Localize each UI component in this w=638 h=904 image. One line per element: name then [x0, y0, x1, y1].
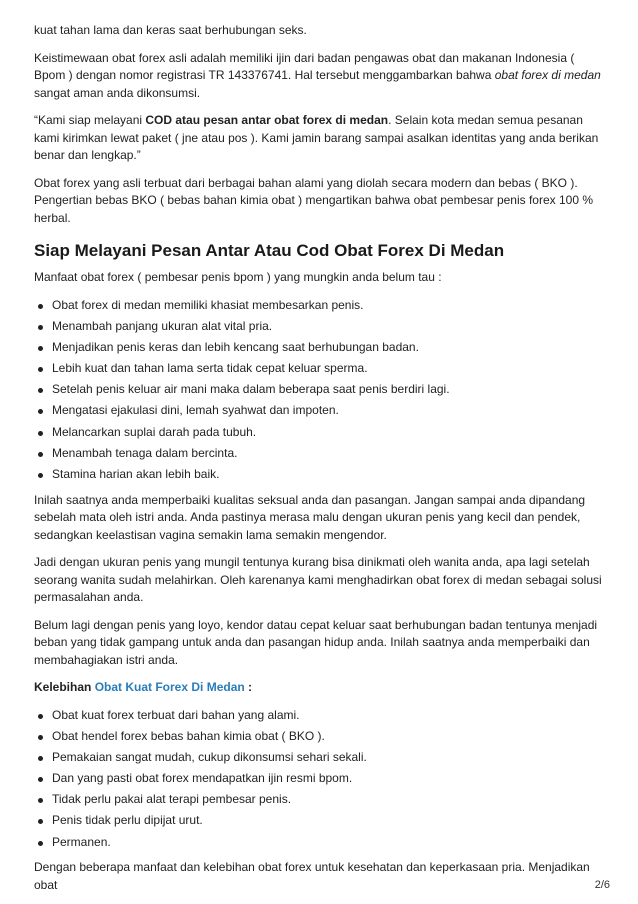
- paragraph-solution: Jadi dengan ukuran penis yang mungil tentunya kurang bisa dinikmati oleh wanita anda, apa lagi setelah seorang wanita sudah melahirkan. Oleh karenanya kami menghadirkan obat forex di medan sebagai solusi permasalahan anda.: [34, 555, 602, 604]
- paragraph-burden: Belum lagi dengan penis yang loyo, kendor datau cepat keluar saat berhubungan badan tentunya menjadi beban yang tidak gampang untuk anda dan pasangan hidup anda. Inilah saatnya anda memperbaiki dan membahagiakan istri anda.: [34, 617, 598, 667]
- advantages-list: [34, 707, 606, 852]
- list-item: Menambah tenaga dalam bercinta.: [34, 445, 606, 463]
- list-item: Stamina harian akan lebih baik.: [34, 466, 606, 484]
- section-heading: Siap Melayani Pesan Antar Atau Cod Obat Forex Di Medan: [34, 241, 505, 260]
- list-item: Melancarkan suplai darah pada tubuh.: [34, 424, 606, 442]
- paragraph-cod: [34, 112, 606, 165]
- list-item: Tidak perlu pakai alat terapi pembesar penis.: [34, 791, 606, 809]
- list-item: Obat kuat forex terbuat dari bahan yang alami.: [34, 707, 606, 725]
- list-item: Lebih kuat dan tahan lama serta tidak cepat keluar sperma.: [34, 360, 606, 378]
- list-item: Permanen.: [34, 834, 606, 852]
- paragraph-cod-strong: COD atau pesan antar obat forex di medan: [145, 113, 389, 127]
- advantages-label: Kelebihan: [34, 680, 95, 694]
- paragraph-herbal: Obat forex yang asli terbuat dari berbagai bahan alami yang diolah secara modern dan bebas ( BKO ). Pengertian bebas BKO ( bebas bahan kimia obat ) mengartikan bahwa obat pembesar penis forex 100 % herbal.: [34, 175, 594, 225]
- list-item: Menambah panjang ukuran alat vital pria.: [34, 318, 606, 336]
- list-item: Menjadikan penis keras dan lebih kencang saat berhubungan badan.: [34, 339, 606, 357]
- paragraph-benefits-intro: Manfaat obat forex ( pembesar penis bpom ) yang mungkin anda belum tau :: [34, 270, 442, 284]
- paragraph-bpom-emphasis: obat forex di medan: [494, 68, 601, 82]
- obat-kuat-forex-link[interactable]: Obat Kuat Forex Di Medan: [94, 680, 245, 694]
- list-item: Dan yang pasti obat forex mendapatkan ijin resmi bpom.: [34, 770, 606, 788]
- paragraph-bpom: [34, 50, 606, 103]
- page-number: 2/6: [594, 879, 610, 891]
- list-item: Obat forex di medan memiliki khasiat membesarkan penis.: [34, 297, 606, 315]
- advantages-colon: :: [244, 680, 253, 694]
- list-item: Setelah penis keluar air mani maka dalam beberapa saat penis berdiri lagi.: [34, 381, 606, 399]
- paragraph-cod-text-1: “Kami siap melayani: [34, 113, 146, 127]
- list-item: Obat hendel forex bebas bahan kimia obat ( BKO ).: [34, 728, 606, 746]
- list-item: Penis tidak perlu dipijat urut.: [34, 812, 606, 830]
- paragraph-bpom-text-1: Keistimewaan obat forex asli adalah memiliki ijin dari badan pengawas obat dan makanan Indonesia ( Bpom ) dengan nomor registrasi TR 143376741. Hal tersebut menggambarkan bahwa: [34, 50, 575, 82]
- list-item: Mengatasi ejakulasi dini, lemah syahwat dan impoten.: [34, 402, 606, 420]
- paragraph-closing: Dengan beberapa manfaat dan kelebihan obat forex untuk kesehatan dan keperkasaan pria. Menjadikan obat: [34, 860, 590, 892]
- paragraph-quality: Inilah saatnya anda memperbaiki kualitas seksual anda dan pasangan. Jangan sampai anda dipandang sebelah mata oleh istri anda. Anda pastinya merasa malu dengan ukuran penis yang kecil dan pendek, sedangkan keelastisan vagina semakin lama semakin mengendor.: [34, 492, 586, 542]
- document-page: [34, 22, 606, 904]
- paragraph-cod-text-2: . Selain kota medan semua pesanan kami kirimkan lewat paket ( jne atau pos ). Kami jamin barang sampai asalkan identitas yang anda berikan benar dan lengkap.”: [34, 113, 599, 162]
- paragraph-intro: kuat tahan lama dan keras saat berhubungan seks.: [34, 23, 307, 37]
- paragraph-bpom-text-2: sangat aman anda dikonsumsi.: [34, 85, 201, 100]
- benefits-list: [34, 297, 606, 484]
- list-item: Pemakaian sangat mudah, cukup dikonsumsi sehari sekali.: [34, 749, 606, 767]
- paragraph-advantages-intro: [34, 679, 606, 697]
